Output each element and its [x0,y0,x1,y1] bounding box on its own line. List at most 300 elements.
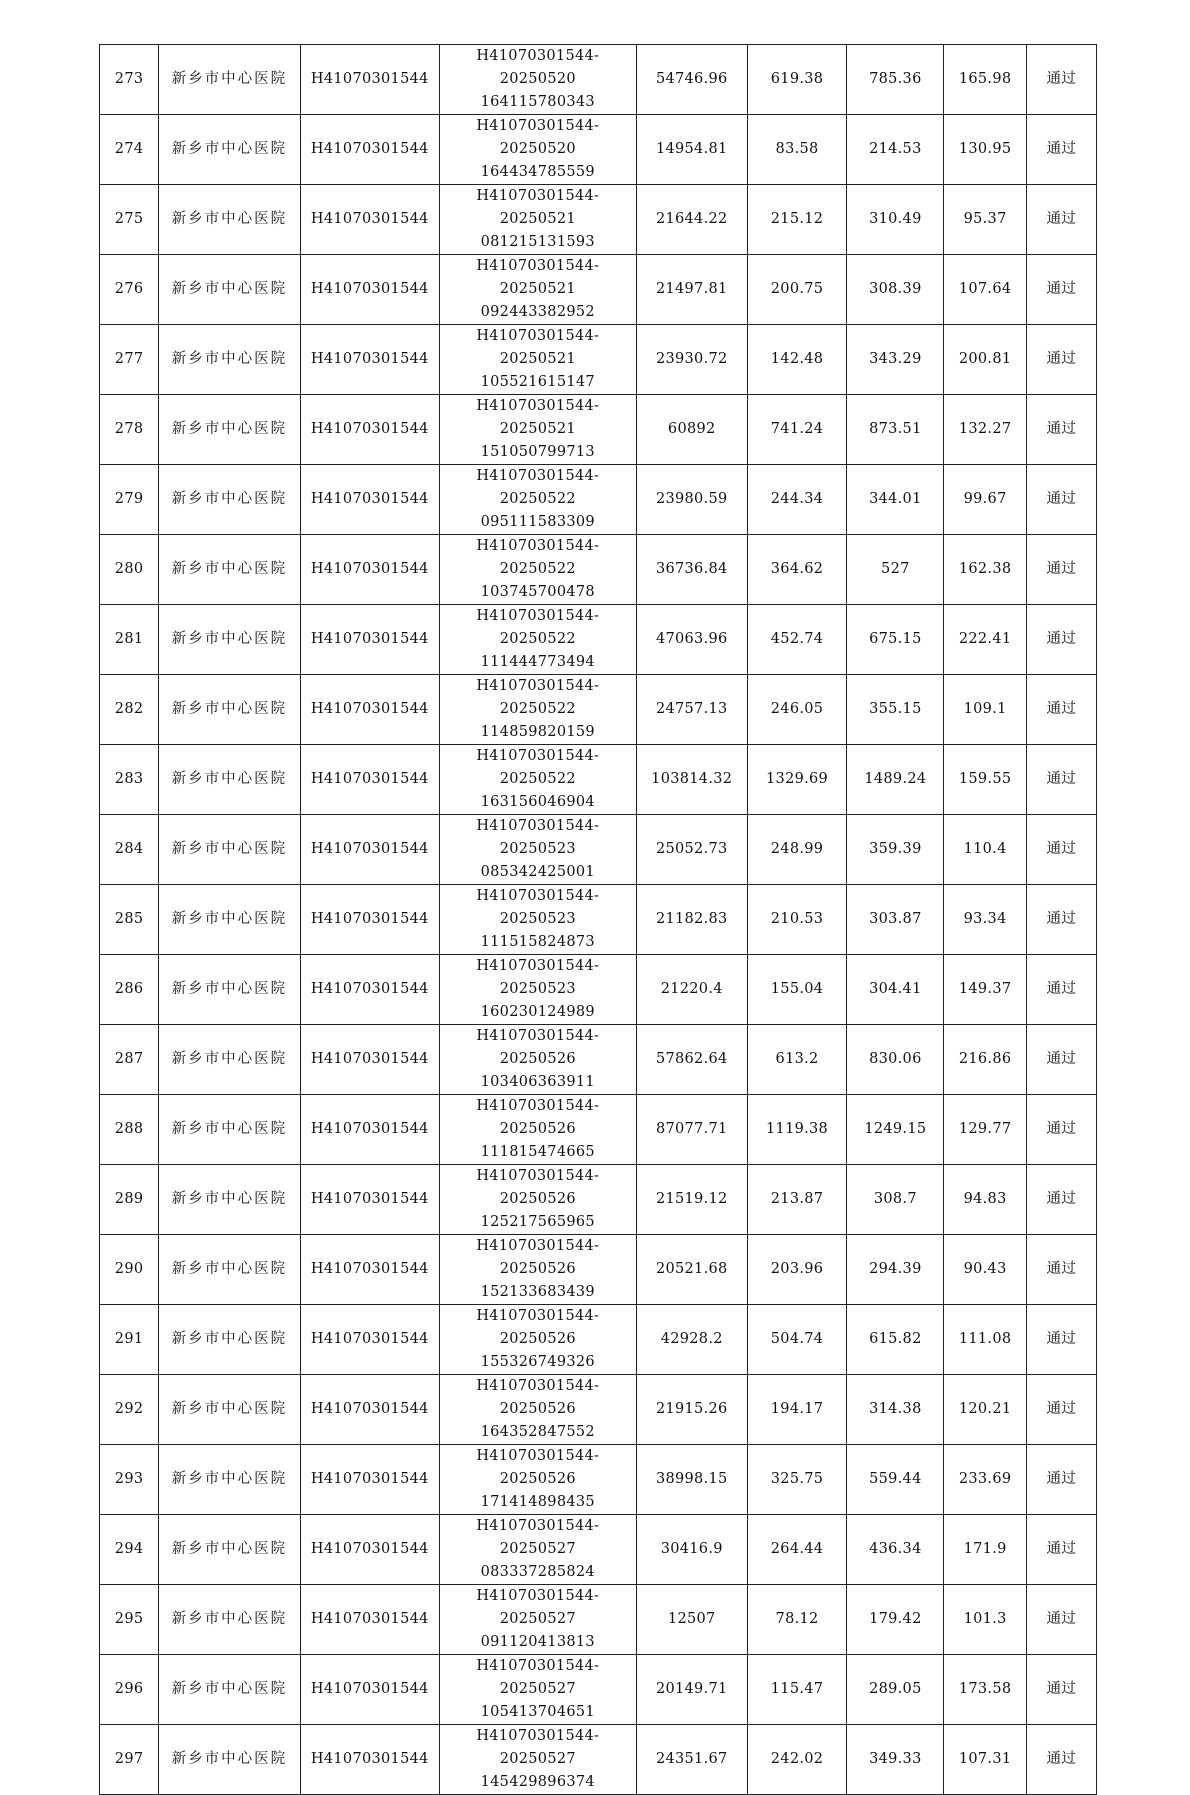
value-1: 619.38 [770,71,824,87]
audit-result-cell [1026,1725,1096,1795]
total-amount-cell [636,1095,747,1165]
row-number: 276 [114,281,144,297]
settlement-id-cell [440,1235,637,1305]
value-3-cell [944,465,1026,535]
value-1: 242.02 [770,1751,824,1767]
value-3: 107.64 [958,281,1012,297]
hospital-name: 新乡市中心医院 [171,1541,288,1557]
row-number-cell [100,745,159,815]
value-2: 436.34 [869,1541,922,1557]
hospital-name: 新乡市中心医院 [171,631,288,647]
value-3-cell [944,325,1026,395]
audit-result-cell [1026,955,1096,1025]
value-2-cell [847,1025,944,1095]
value-3-cell [944,115,1026,185]
value-1-cell [747,815,846,885]
value-3: 110.4 [963,841,1007,857]
value-3-cell [944,955,1026,1025]
value-3: 94.83 [963,1191,1007,1207]
institution-code: H41070301544 [310,1191,429,1207]
total-amount-cell [636,255,747,325]
hospital-name-cell [159,815,300,885]
value-1: 155.04 [770,981,824,997]
value-2: 308.39 [869,281,922,297]
institution-code: H41070301544 [310,1401,429,1417]
value-2-cell [847,675,944,745]
row-number: 279 [114,491,144,507]
value-3: 173.58 [958,1681,1012,1697]
row-number: 278 [114,421,144,437]
row-number: 277 [114,351,144,367]
row-number-cell [100,1305,159,1375]
audit-result: 通过 [1046,211,1077,227]
value-3-cell [944,185,1026,255]
settlement-id-line-2: 164434785559 [480,164,595,180]
table-row [100,1375,1097,1445]
settlement-id-cell [440,325,637,395]
table-row [100,745,1097,815]
value-2-cell [847,395,944,465]
value-3: 165.98 [958,71,1012,87]
value-1: 210.53 [770,911,824,927]
settlement-id-line-1: H41070301544-20250522 [476,468,600,507]
institution-code: H41070301544 [310,1681,429,1697]
settlement-id-cell [440,535,637,605]
table-row [100,395,1097,465]
audit-result: 通过 [1046,841,1077,857]
table-row [100,115,1097,185]
value-2-cell [847,955,944,1025]
row-number: 280 [114,561,144,577]
value-2: 303.87 [869,911,922,927]
row-number-cell [100,45,159,115]
table-row [100,535,1097,605]
value-2: 214.53 [869,141,922,157]
audit-result: 通过 [1046,1191,1077,1207]
value-2: 359.39 [869,841,922,857]
hospital-name: 新乡市中心医院 [171,771,288,787]
value-3: 109.1 [963,701,1007,717]
hospital-name: 新乡市中心医院 [171,1611,288,1627]
institution-code: H41070301544 [310,911,429,927]
row-number-cell [100,1375,159,1445]
total-amount-cell [636,535,747,605]
table-row [100,465,1097,535]
settlement-id-line-2: 125217565965 [480,1214,595,1230]
table-row [100,885,1097,955]
hospital-name-cell [159,1445,300,1515]
total-amount: 20149.71 [655,1681,728,1697]
audit-result-cell [1026,815,1096,885]
value-3: 93.34 [963,911,1007,927]
total-amount-cell [636,1305,747,1375]
value-1: 741.24 [770,421,824,437]
table-row [100,1095,1097,1165]
value-3: 222.41 [958,631,1012,647]
row-number: 292 [114,1401,144,1417]
settlement-id-cell [440,1165,637,1235]
total-amount-cell [636,745,747,815]
audit-result: 通过 [1046,1331,1077,1347]
settlement-id-line-2: 111515824873 [480,934,595,950]
row-number: 274 [114,141,144,157]
institution-code-cell [300,1585,439,1655]
settlement-id-line-1: H41070301544-20250526 [476,1378,600,1417]
row-number: 296 [114,1681,144,1697]
value-2: 873.51 [869,421,922,437]
row-number: 285 [114,911,144,927]
audit-result-cell [1026,1655,1096,1725]
value-1-cell [747,1515,846,1585]
row-number: 295 [114,1611,144,1627]
value-3: 171.9 [963,1541,1007,1557]
value-3: 129.77 [958,1121,1012,1137]
settlement-id-cell [440,1655,637,1725]
institution-code: H41070301544 [310,1331,429,1347]
settlement-id-line-1: H41070301544-20250527 [476,1518,600,1557]
row-number-cell [100,325,159,395]
settlement-id-line-1: H41070301544-20250520 [476,118,600,157]
settlement-id-line-2: 105521615147 [480,374,595,390]
value-1: 325.75 [770,1471,824,1487]
value-1-cell [747,1655,846,1725]
hospital-name-cell [159,45,300,115]
value-1: 78.12 [775,1611,819,1627]
row-number-cell [100,185,159,255]
value-2-cell [847,745,944,815]
settlement-id-line-1: H41070301544-20250523 [476,888,600,927]
value-2-cell [847,1165,944,1235]
total-amount: 24757.13 [655,701,728,717]
row-number-cell [100,605,159,675]
hospital-name-cell [159,1585,300,1655]
row-number-cell [100,1095,159,1165]
value-2: 615.82 [869,1331,922,1347]
settlement-id-line-1: H41070301544-20250523 [476,958,600,997]
value-2-cell [847,115,944,185]
total-amount-cell [636,675,747,745]
settlement-id-cell [440,1725,637,1795]
table-row [100,255,1097,325]
institution-code: H41070301544 [310,1541,429,1557]
row-number-cell [100,1025,159,1095]
row-number-cell [100,675,159,745]
value-2-cell [847,325,944,395]
value-1: 213.87 [770,1191,824,1207]
audit-result: 通过 [1046,421,1077,437]
audit-result-cell [1026,115,1096,185]
value-1: 248.99 [770,841,824,857]
table-body [100,45,1097,1795]
institution-code: H41070301544 [310,1261,429,1277]
institution-code: H41070301544 [310,841,429,857]
row-number-cell [100,255,159,325]
audit-result-cell [1026,1095,1096,1165]
hospital-name-cell [159,395,300,465]
row-number: 291 [114,1331,144,1347]
institution-code: H41070301544 [310,631,429,647]
audit-result-cell [1026,1305,1096,1375]
hospital-name-cell [159,885,300,955]
hospital-name-cell [159,1025,300,1095]
value-2-cell [847,1515,944,1585]
total-amount-cell [636,395,747,465]
total-amount: 47063.96 [655,631,728,647]
row-number-cell [100,1445,159,1515]
value-3-cell [944,605,1026,675]
settlement-id-cell [440,885,637,955]
institution-code: H41070301544 [310,981,429,997]
row-number-cell [100,1725,159,1795]
total-amount: 24351.67 [655,1751,728,1767]
settlement-id-line-2: 151050799713 [480,444,595,460]
row-number: 275 [114,211,144,227]
row-number-cell [100,815,159,885]
hospital-name: 新乡市中心医院 [171,981,288,997]
total-amount-cell [636,1515,747,1585]
row-number-cell [100,465,159,535]
institution-code-cell [300,115,439,185]
value-2-cell [847,185,944,255]
hospital-name-cell [159,1305,300,1375]
value-1-cell [747,535,846,605]
value-1-cell [747,1305,846,1375]
value-1: 613.2 [775,1051,819,1067]
value-3: 99.67 [963,491,1007,507]
total-amount-cell [636,955,747,1025]
audit-result-cell [1026,1445,1096,1515]
value-2: 289.05 [869,1681,922,1697]
row-number: 273 [114,71,144,87]
value-3-cell [944,535,1026,605]
total-amount-cell [636,115,747,185]
value-1-cell [747,1375,846,1445]
hospital-name-cell [159,605,300,675]
value-1: 203.96 [770,1261,824,1277]
value-2-cell [847,1655,944,1725]
value-1: 115.47 [770,1681,824,1697]
value-3-cell [944,1655,1026,1725]
settlement-id-line-2: 145429896374 [480,1774,595,1790]
total-amount-cell [636,1025,747,1095]
value-3: 111.08 [958,1331,1012,1347]
value-2-cell [847,255,944,325]
hospital-name: 新乡市中心医院 [171,701,288,717]
settlement-id-cell [440,1375,637,1445]
row-number-cell [100,395,159,465]
audit-result-cell [1026,1235,1096,1305]
hospital-name-cell [159,325,300,395]
table-row [100,1305,1097,1375]
institution-code: H41070301544 [310,1121,429,1137]
hospital-name: 新乡市中心医院 [171,1051,288,1067]
total-amount-cell [636,1725,747,1795]
hospital-name: 新乡市中心医院 [171,911,288,927]
hospital-name-cell [159,255,300,325]
value-1-cell [747,745,846,815]
total-amount-cell [636,1235,747,1305]
institution-code: H41070301544 [310,1751,429,1767]
settlement-id-line-1: H41070301544-20250527 [476,1728,600,1767]
settlement-id-line-2: 111815474665 [480,1144,595,1160]
audit-result: 通过 [1046,491,1077,507]
settlement-id-line-2: 103745700478 [480,584,595,600]
total-amount-cell [636,815,747,885]
institution-code: H41070301544 [310,561,429,577]
settlement-id-cell [440,1095,637,1165]
value-3-cell [944,1025,1026,1095]
row-number: 289 [114,1191,144,1207]
institution-code: H41070301544 [310,1611,429,1627]
settlement-id-line-1: H41070301544-20250520 [476,48,600,87]
hospital-name: 新乡市中心医院 [171,1191,288,1207]
audit-result-cell [1026,535,1096,605]
row-number: 284 [114,841,144,857]
settlement-id-cell [440,255,637,325]
audit-result: 通过 [1046,351,1077,367]
table-row [100,1235,1097,1305]
total-amount: 12507 [667,1611,716,1627]
total-amount: 21519.12 [655,1191,728,1207]
row-number-cell [100,115,159,185]
institution-code-cell [300,45,439,115]
settlement-id-line-1: H41070301544-20250526 [476,1168,600,1207]
settlement-id-line-2: 091120413813 [480,1634,595,1650]
value-1: 142.48 [770,351,824,367]
institution-code: H41070301544 [310,771,429,787]
settlement-id-cell [440,45,637,115]
settlement-id-cell [440,605,637,675]
settlement-id-line-2: 081215131593 [480,234,595,250]
institution-code-cell [300,395,439,465]
total-amount: 23980.59 [655,491,728,507]
value-1: 244.34 [770,491,824,507]
hospital-name: 新乡市中心医院 [171,141,288,157]
value-1-cell [747,605,846,675]
institution-code: H41070301544 [310,71,429,87]
hospital-name: 新乡市中心医院 [171,841,288,857]
value-1-cell [747,1095,846,1165]
settlement-id-cell [440,185,637,255]
value-1-cell [747,325,846,395]
audit-result-cell [1026,465,1096,535]
value-2: 343.29 [869,351,922,367]
settlement-id-cell [440,675,637,745]
value-2-cell [847,1375,944,1445]
value-2: 314.38 [869,1401,922,1417]
audit-result: 通过 [1046,701,1077,717]
value-2: 1249.15 [864,1121,927,1137]
institution-code: H41070301544 [310,351,429,367]
value-1: 1119.38 [766,1121,829,1137]
settlement-id-line-2: 164352847552 [480,1424,595,1440]
audit-result-cell [1026,1515,1096,1585]
hospital-name-cell [159,185,300,255]
institution-code-cell [300,1515,439,1585]
value-1: 1329.69 [766,771,829,787]
hospital-name: 新乡市中心医院 [171,421,288,437]
total-amount: 36736.84 [655,561,728,577]
hospital-name-cell [159,1515,300,1585]
hospital-name: 新乡市中心医院 [171,1681,288,1697]
audit-result: 通过 [1046,1261,1077,1277]
value-3: 162.38 [958,561,1012,577]
value-3: 132.27 [958,421,1012,437]
value-2: 349.33 [869,1751,922,1767]
settlement-id-line-2: 105413704651 [480,1704,595,1720]
hospital-name-cell [159,1165,300,1235]
settlement-id-line-1: H41070301544-20250526 [476,1098,600,1137]
total-amount-cell [636,1165,747,1235]
audit-result-cell [1026,185,1096,255]
table-row [100,1655,1097,1725]
row-number: 294 [114,1541,144,1557]
value-1-cell [747,1585,846,1655]
value-2: 559.44 [869,1471,922,1487]
total-amount: 21497.81 [655,281,728,297]
row-number-cell [100,885,159,955]
total-amount-cell [636,185,747,255]
hospital-name-cell [159,675,300,745]
institution-code-cell [300,1095,439,1165]
settlement-id-line-2: 155326749326 [480,1354,595,1370]
settlement-id-cell [440,745,637,815]
total-amount: 54746.96 [655,71,728,87]
hospital-name-cell [159,745,300,815]
settlement-id-cell [440,1025,637,1095]
value-3: 120.21 [958,1401,1012,1417]
institution-code-cell [300,1375,439,1445]
settlement-id-line-1: H41070301544-20250522 [476,678,600,717]
value-3-cell [944,1585,1026,1655]
value-2: 785.36 [869,71,922,87]
table-row [100,1165,1097,1235]
value-1-cell [747,115,846,185]
row-number: 290 [114,1261,144,1277]
total-amount-cell [636,45,747,115]
audit-result-cell [1026,325,1096,395]
value-2-cell [847,885,944,955]
value-3-cell [944,45,1026,115]
table-row [100,325,1097,395]
value-2-cell [847,1445,944,1515]
audit-result: 通过 [1046,981,1077,997]
value-2-cell [847,605,944,675]
value-3-cell [944,1305,1026,1375]
settlement-id-line-1: H41070301544-20250522 [476,748,600,787]
value-3-cell [944,1235,1026,1305]
value-1: 194.17 [770,1401,824,1417]
value-1: 264.44 [770,1541,824,1557]
total-amount: 25052.73 [655,841,728,857]
hospital-name: 新乡市中心医院 [171,1401,288,1417]
value-1: 364.62 [770,561,824,577]
audit-result: 通过 [1046,1611,1077,1627]
hospital-name-cell [159,1725,300,1795]
hospital-name-cell [159,1095,300,1165]
value-3: 233.69 [958,1471,1012,1487]
hospital-name: 新乡市中心医院 [171,71,288,87]
value-2: 355.15 [869,701,922,717]
value-2-cell [847,1095,944,1165]
row-number: 287 [114,1051,144,1067]
settlement-id-cell [440,1515,637,1585]
institution-code-cell [300,675,439,745]
audit-result-cell [1026,395,1096,465]
settlement-id-line-1: H41070301544-20250526 [476,1238,600,1277]
row-number: 286 [114,981,144,997]
value-3-cell [944,1095,1026,1165]
